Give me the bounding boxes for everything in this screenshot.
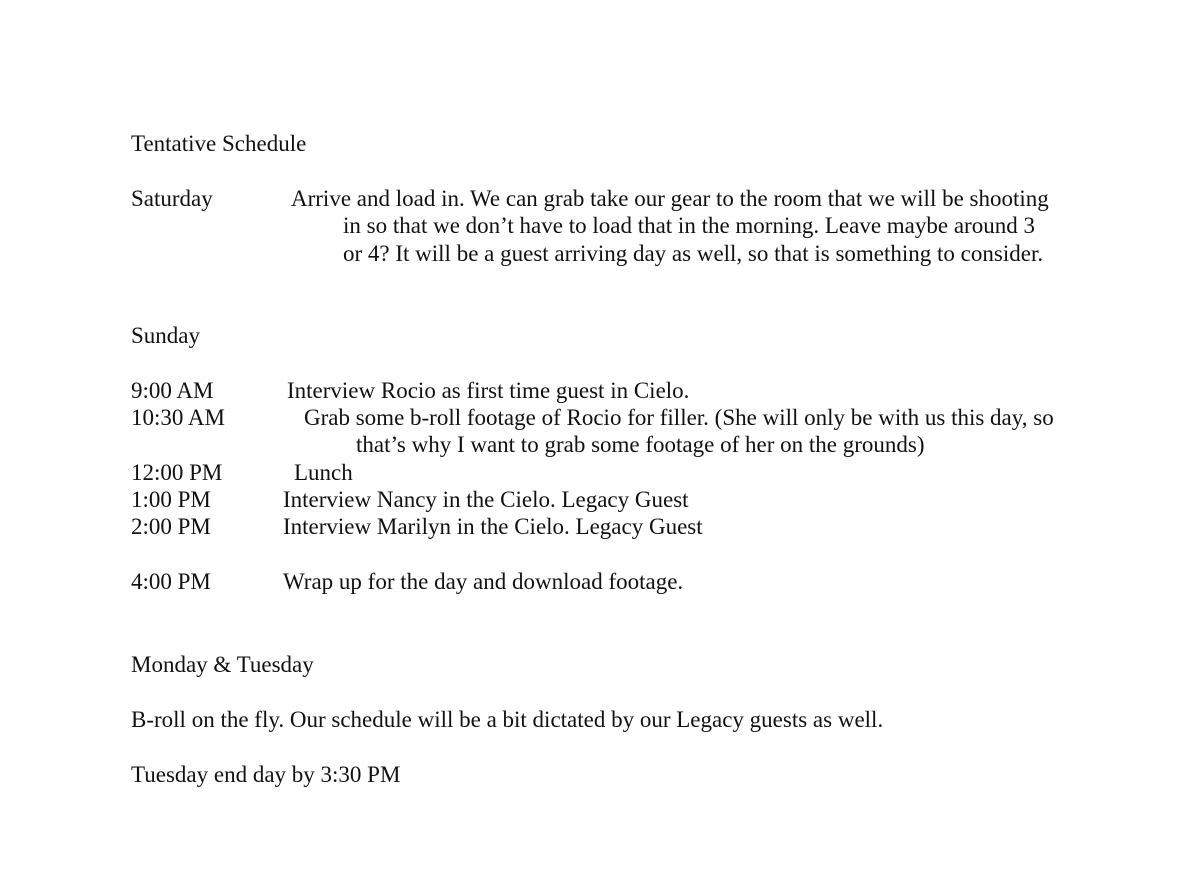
monday-tuesday-text: B-roll on the fly. Our schedule will be a bit dictated by our Legacy guests as well. xyxy=(131,707,884,732)
sunday-label: Sunday xyxy=(131,323,200,348)
schedule-time: 1:00 PM xyxy=(131,487,211,512)
schedule-time: 2:00 PM xyxy=(131,514,211,539)
document-title: Tentative Schedule xyxy=(131,131,307,156)
saturday-description: Arrive and load in. We can grab take our gear to the room that we will be shooting in so that we don’t have to load that in the morning. Leave maybe around 3 or 4? It will be a guest arriving day as well, so that is something to consider. xyxy=(291,186,1049,266)
schedule-time: 10:30 AM xyxy=(131,405,225,430)
schedule-time: 12:00 PM xyxy=(131,460,223,485)
monday-tuesday-heading: Monday & Tuesday xyxy=(131,652,314,677)
schedule-entry: Interview Nancy in the Cielo. Legacy Guest xyxy=(283,487,689,512)
saturday-label: Saturday xyxy=(131,186,213,211)
schedule-time: 9:00 AM xyxy=(131,378,214,403)
schedule-time: 4:00 PM xyxy=(131,569,211,594)
schedule-entry: Interview Rocio as first time guest in Cielo. xyxy=(287,378,690,403)
schedule-entry: Wrap up for the day and download footage. xyxy=(283,569,684,594)
schedule-entry: Interview Marilyn in the Cielo. Legacy Guest xyxy=(283,514,703,539)
tuesday-end-note: Tuesday end day by 3:30 PM xyxy=(131,762,401,787)
schedule-entry: Grab some b-roll footage of Rocio for filler. (She will only be with us this day, so that’s why I want to grab some footage of her on the grounds) xyxy=(304,405,1054,458)
schedule-entry: Lunch xyxy=(294,460,353,485)
